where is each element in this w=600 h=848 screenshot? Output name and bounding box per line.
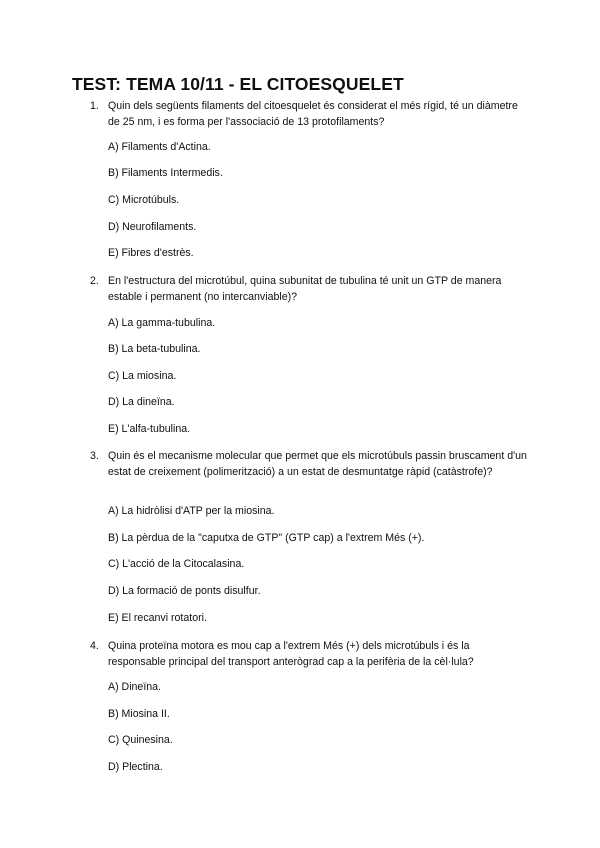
question-4-option-c: C) Quinesina. bbox=[108, 734, 173, 746]
question-4 bbox=[90, 638, 530, 670]
question-1-option-c: C) Microtúbuls. bbox=[108, 194, 180, 206]
question-2-option-c: C) La miosina. bbox=[108, 370, 177, 382]
question-3 bbox=[90, 448, 530, 480]
question-number: 2. bbox=[90, 275, 99, 287]
question-3-option-a: A) La hidròlisi d'ATP per la miosina. bbox=[108, 505, 275, 517]
question-4-option-a: A) Dineïna. bbox=[108, 681, 161, 693]
question-4-option-d: D) Plectina. bbox=[108, 761, 163, 773]
question-2-option-b: B) La beta-tubulina. bbox=[108, 343, 201, 355]
question-1-option-e: E) Fibres d'estrès. bbox=[108, 247, 194, 259]
question-1-option-a: A) Filaments d'Actina. bbox=[108, 141, 211, 153]
question-text: Quin és el mecanisme molecular que permet que els microtúbuls passin bruscament d'un estat de creixement (polimerització) a un estat de desmuntatge ràpid (catàstrofe)? bbox=[108, 450, 527, 478]
question-number: 4. bbox=[90, 640, 99, 652]
question-1-option-b: B) Filaments Intermedis. bbox=[108, 167, 223, 179]
question-2-option-e: E) L'alfa-tubulina. bbox=[108, 423, 191, 435]
question-2-option-d: D) La dineïna. bbox=[108, 396, 175, 408]
question-2 bbox=[90, 273, 530, 305]
question-number: 1. bbox=[90, 100, 99, 112]
question-3-option-b: B) La pèrdua de la "caputxa de GTP" (GTP cap) a l'extrem Més (+). bbox=[108, 532, 425, 544]
question-2-option-a: A) La gamma-tubulina. bbox=[108, 317, 216, 329]
question-text: Quin dels següents filaments del citoesquelet és considerat el més rígid, té un diàmetre de 25 nm, i es forma per l'associació de 13 protofilaments? bbox=[108, 100, 518, 128]
question-3-option-e: E) El recanvi rotatori. bbox=[108, 612, 207, 624]
question-number: 3. bbox=[90, 450, 99, 462]
question-text: En l'estructura del microtúbul, quina subunitat de tubulina té unit un GTP de manera estable i permanent (no intercanviable)? bbox=[108, 275, 502, 303]
question-1-option-d: D) Neurofilaments. bbox=[108, 221, 197, 233]
question-text: Quina proteïna motora es mou cap a l'extrem Més (+) dels microtúbuls i és la responsable principal del transport anterògrad cap a la perifèria de la cèl·lula? bbox=[108, 640, 474, 668]
question-3-option-c: C) L'acció de la Citocalasina. bbox=[108, 558, 245, 570]
question-4-option-b: B) Miosina II. bbox=[108, 708, 170, 720]
page-title: TEST: TEMA 10/11 - EL CITOESQUELET bbox=[72, 74, 404, 94]
question-3-option-d: D) La formació de ponts disulfur. bbox=[108, 585, 261, 597]
question-1 bbox=[90, 98, 530, 130]
